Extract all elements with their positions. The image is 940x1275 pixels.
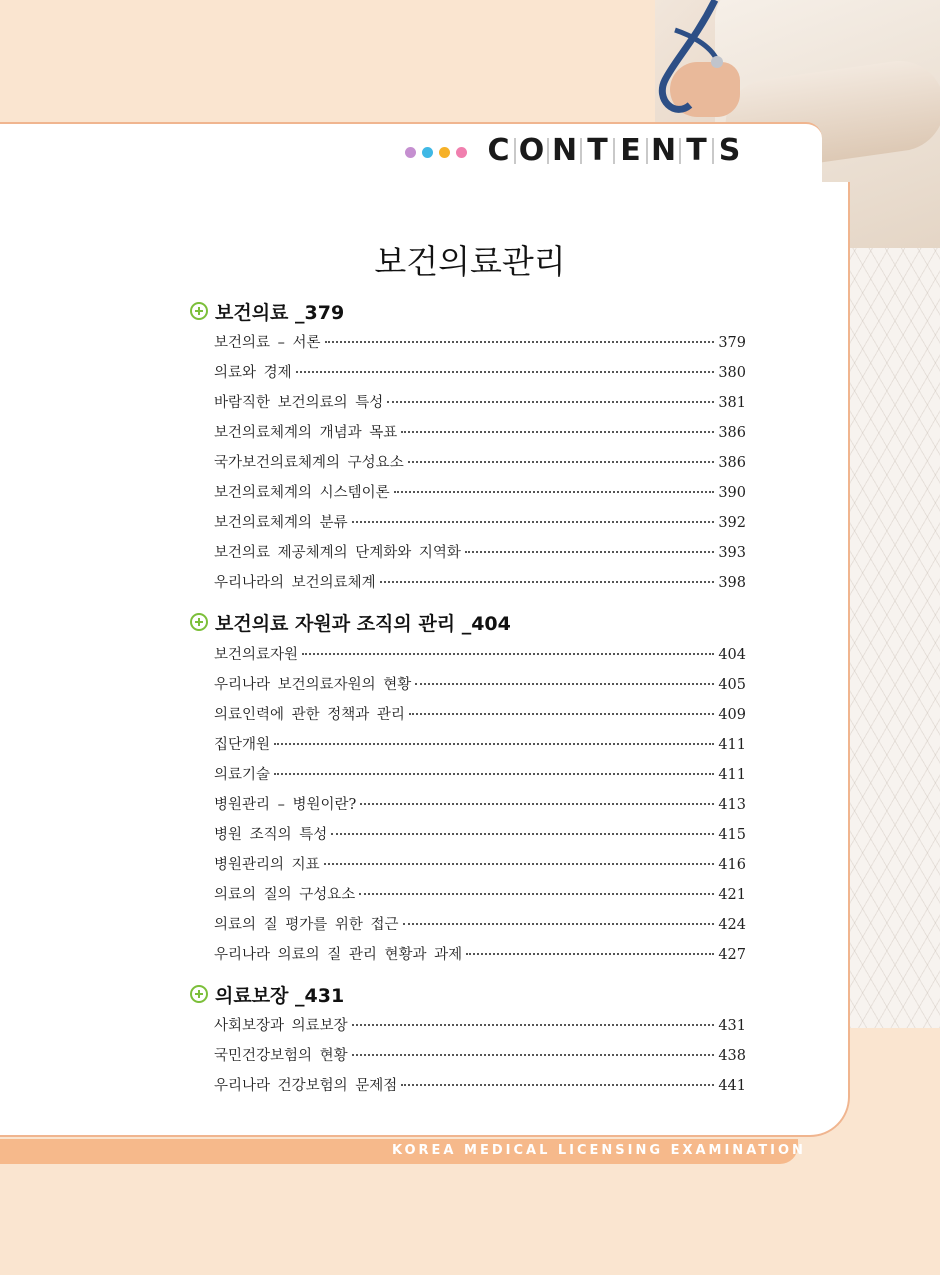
toc-entry-page: 379	[718, 335, 746, 351]
section-heading	[190, 609, 511, 635]
toc-entry-page: 393	[718, 545, 746, 561]
toc-entry[interactable]	[214, 541, 746, 563]
plus-circle-icon	[190, 613, 208, 631]
dot-leader	[352, 1054, 715, 1056]
toc-entry-label: 의료의 질의 구성요소	[214, 887, 356, 903]
toc-entry[interactable]	[214, 943, 746, 965]
contents-letter: N	[551, 133, 578, 168]
toc-entry-label: 보건의료체계의 분류	[214, 515, 348, 531]
dot-leader	[325, 341, 715, 343]
plus-circle-icon	[190, 302, 208, 320]
toc-entry[interactable]	[214, 1044, 746, 1066]
toc-entry-label: 보건의료체계의 개념과 목표	[214, 425, 398, 441]
toc-entry[interactable]	[214, 823, 746, 845]
toc-entry[interactable]	[214, 571, 746, 593]
toc-entry[interactable]	[214, 883, 746, 905]
toc-entry-page: 424	[718, 917, 746, 933]
toc-entry-label: 의료기술	[214, 767, 271, 783]
toc-entry-page: 386	[718, 455, 746, 471]
dot-leader	[359, 893, 714, 895]
toc-entry-label: 보건의료 – 서론	[214, 335, 321, 351]
dot-leader	[401, 1084, 714, 1086]
toc-entry[interactable]	[214, 451, 746, 473]
dot-leader	[387, 401, 714, 403]
toc-entry-page: 398	[718, 575, 746, 591]
dot-leader	[465, 551, 714, 553]
toc-entry-label: 의료와 경제	[214, 365, 292, 381]
toc-entry-label: 의료인력에 관한 정책과 관리	[214, 707, 405, 723]
section-heading-text: 의료보장 _431	[215, 984, 345, 1007]
dot-leader	[274, 773, 714, 775]
toc-entry[interactable]	[214, 1074, 746, 1096]
dot-leader	[408, 461, 715, 463]
contents-letter: N	[650, 133, 677, 168]
dot-leader	[394, 491, 715, 493]
toc-entry-page: 392	[718, 515, 746, 531]
toc-entry-label: 보건의료 제공체계의 단계화와 지역화	[214, 545, 461, 561]
toc-entry[interactable]	[214, 733, 746, 755]
toc-entry[interactable]	[214, 763, 746, 785]
toc-entry-label: 사회보장과 의료보장	[214, 1018, 348, 1034]
toc-entry[interactable]	[214, 481, 746, 503]
toc-entry[interactable]	[214, 643, 746, 665]
contents-title	[483, 133, 745, 168]
dot-leader	[352, 521, 715, 523]
toc-entry-page: 431	[718, 1018, 746, 1034]
toc-entry-page: 404	[718, 647, 746, 663]
dot-leader	[380, 581, 715, 583]
toc-entry-page: 411	[718, 737, 746, 753]
section-heading	[190, 298, 344, 324]
contents-letter: C	[487, 133, 510, 168]
toc-entry[interactable]	[214, 391, 746, 413]
contents-letter: E	[620, 133, 641, 168]
contents-letter: O	[518, 133, 545, 168]
dot-leader	[274, 743, 714, 745]
footer-text: KOREA MEDICAL LICENSING EXAMINATION	[392, 1143, 806, 1158]
section-heading-text: 보건의료 자원과 조직의 관리 _404	[215, 612, 511, 635]
dot-leader	[296, 371, 715, 373]
toc-entry-label: 병원 조직의 특성	[214, 827, 328, 843]
toc-entry[interactable]	[214, 853, 746, 875]
dot-blue	[422, 147, 433, 158]
section-heading	[190, 981, 344, 1007]
toc-entry[interactable]	[214, 1014, 746, 1036]
toc-entry-page: 415	[718, 827, 746, 843]
toc-entry-page: 416	[718, 857, 746, 873]
toc-entry[interactable]	[214, 361, 746, 383]
toc-entry-page: 386	[718, 425, 746, 441]
toc-entry-page: 413	[718, 797, 746, 813]
dot-leader	[302, 653, 714, 655]
contents-letter: S	[718, 133, 741, 168]
toc-entry-page: 409	[718, 707, 746, 723]
toc-entry[interactable]	[214, 793, 746, 815]
toc-entry[interactable]	[214, 913, 746, 935]
toc-entry-page: 411	[718, 767, 746, 783]
dot-leader	[401, 431, 714, 433]
color-dots	[405, 147, 467, 158]
toc-entry-label: 보건의료자원	[214, 647, 299, 663]
toc-entry-page: 441	[718, 1078, 746, 1094]
dot-purple	[405, 147, 416, 158]
toc-entry-label: 우리나라 건강보험의 문제점	[214, 1078, 398, 1094]
toc-entry[interactable]	[214, 673, 746, 695]
contents-letter: T	[587, 133, 608, 168]
toc-entry-page: 405	[718, 677, 746, 693]
toc-entry-label: 병원관리 – 병원이란?	[214, 797, 357, 813]
toc-entry-page: 427	[718, 947, 746, 963]
dot-leader	[409, 713, 714, 715]
dot-leader	[360, 803, 714, 805]
toc-entry-page: 438	[718, 1048, 746, 1064]
dot-leader	[331, 833, 714, 835]
toc-entry-label: 국민건강보험의 현황	[214, 1048, 348, 1064]
toc-entry-page: 421	[718, 887, 746, 903]
toc-entry-page: 390	[718, 485, 746, 501]
lattice-pattern	[850, 248, 940, 1028]
dot-leader	[415, 683, 714, 685]
toc-entry-label: 병원관리의 지표	[214, 857, 320, 873]
toc-entry-label: 우리나라의 보건의료체계	[214, 575, 376, 591]
main-title: 보건의료관리	[374, 242, 566, 281]
toc-entry[interactable]	[214, 703, 746, 725]
dot-orange	[439, 147, 450, 158]
toc-entry-page: 381	[718, 395, 746, 411]
toc-entry-label: 바람직한 보건의료의 특성	[214, 395, 384, 411]
plus-circle-icon	[190, 985, 208, 1003]
contents-letter: T	[686, 133, 707, 168]
dot-leader	[324, 863, 715, 865]
toc-entry-label: 보건의료체계의 시스템이론	[214, 485, 390, 501]
toc-entry-label: 국가보건의료체계의 구성요소	[214, 455, 404, 471]
dot-leader	[466, 953, 714, 955]
toc-entry-label: 우리나라 의료의 질 관리 현황과 과제	[214, 947, 463, 963]
dot-leader	[352, 1024, 715, 1026]
section-heading-text: 보건의료 _379	[215, 301, 345, 324]
dot-leader	[403, 923, 715, 925]
toc-entry[interactable]	[214, 511, 746, 533]
toc-entry-label: 집단개원	[214, 737, 271, 753]
toc-entry-page: 380	[718, 365, 746, 381]
dot-pink	[456, 147, 467, 158]
toc-entry[interactable]	[214, 331, 746, 353]
toc-entry[interactable]	[214, 421, 746, 443]
toc-entry-label: 의료의 질 평가를 위한 접근	[214, 917, 399, 933]
toc-entry-label: 우리나라 보건의료자원의 현황	[214, 677, 412, 693]
